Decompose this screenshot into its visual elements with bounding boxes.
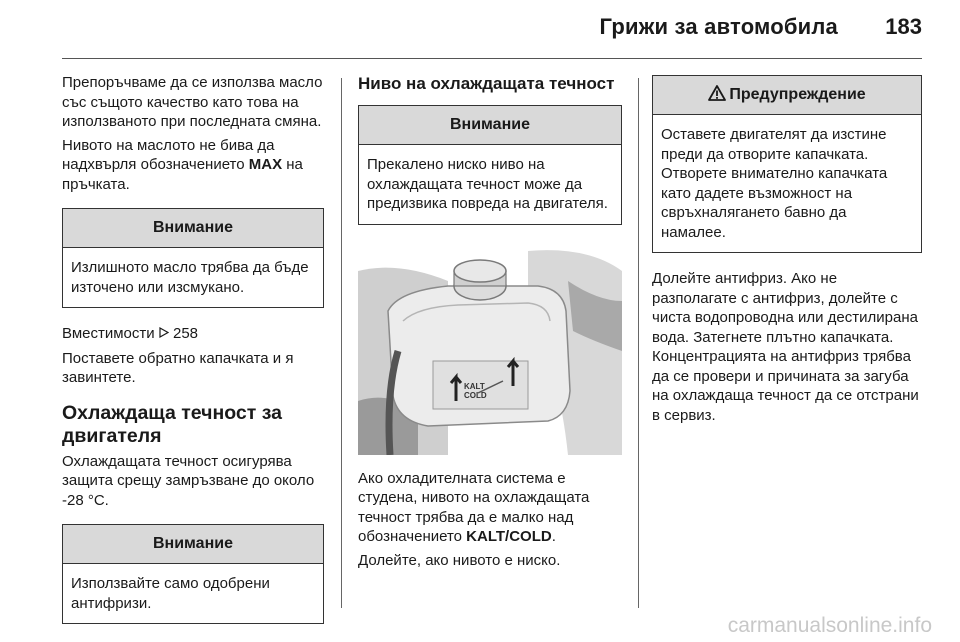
section-heading-coolant-level: Ниво на охлаждащата течност [358,74,615,93]
cap-close-paragraph: Поставете обратно капачката и я завинтете. [62,349,294,386]
page-number: 183 [885,14,922,39]
column-divider-left [341,78,342,608]
page-header-title: Грижи за автомобила [599,14,838,39]
notice-title: Внимание [63,209,323,248]
notice-text: Излишното масло трябва да бъде източено или изсмукано. [71,259,309,296]
notice-title: Внимание [63,525,323,564]
section-heading-coolant: Охлаждаща течност за двигателя [62,401,283,447]
page-reference-arrow-icon [159,327,169,341]
header-divider [62,58,922,59]
notice-box-coolant-level [358,105,622,225]
oil-quality-paragraph: Препоръчваме да се използва масло със същото качество като това на използваното при последната смяна. [62,74,323,130]
column-right [652,73,922,429]
notice-title: Внимание [359,106,621,145]
warning-text: Оставете двигателят да изстине преди да отворите капачката. Отворете внимателно капачката като дадете възможност на свръхналягането бавно да намалее. [661,126,888,241]
warning-box [652,75,922,253]
coolant-reservoir-photo [358,241,622,455]
kalt-cold-mark-label: KALT/COLD [466,528,552,545]
notice-box-antifreeze [62,524,324,624]
watermark: carmanualsonline.info [727,614,932,637]
notice-text: Прекалено ниско ниво на охлаждащата течност може да предизвика повреда на двигателя. [367,156,608,212]
max-mark-label: MAX [248,156,283,173]
warning-title-row [653,76,921,115]
antifreeze-paragraph: Долейте антифриз. Ако не разполагате с антифриз, долейте с чиста водопроводна или дестилирана вода. Затегнете плътно капачката. Концентрацията на антифриз трябва да се провери и причината за загуба на охлаждаща течност да се отстрани в сервиз. [652,270,919,424]
reference-page-number: 258 [173,325,199,342]
photo-label-cold: COLD [464,390,487,400]
photo-label-kalt: KALT [464,381,485,391]
top-up-paragraph: Долейте, ако нивото е ниско. [358,551,561,569]
capacities-reference[interactable]: Вместимости 258 [62,325,199,342]
oil-level-paragraph: Нивото на маслото не бива да надхвърля обозначението MAX на пръчката. [62,136,303,193]
notice-box-oil [62,208,324,308]
notice-text: Използвайте само одобрени антифризи. [71,575,270,612]
warning-triangle-icon [708,78,726,116]
column-middle [358,73,622,574]
column-left [62,73,324,640]
column-divider-right [638,78,639,608]
coolant-level-paragraph: Ако охладителната система е студена, нивото на охлаждащата течност трябва да е малко над обозначението KALT/COLD. [358,469,590,545]
coolant-protection-paragraph: Охлаждащата течност осигурява защита срещу замръзване до около -28 °C. [62,452,315,509]
warning-title: Предупреждение [729,86,866,103]
